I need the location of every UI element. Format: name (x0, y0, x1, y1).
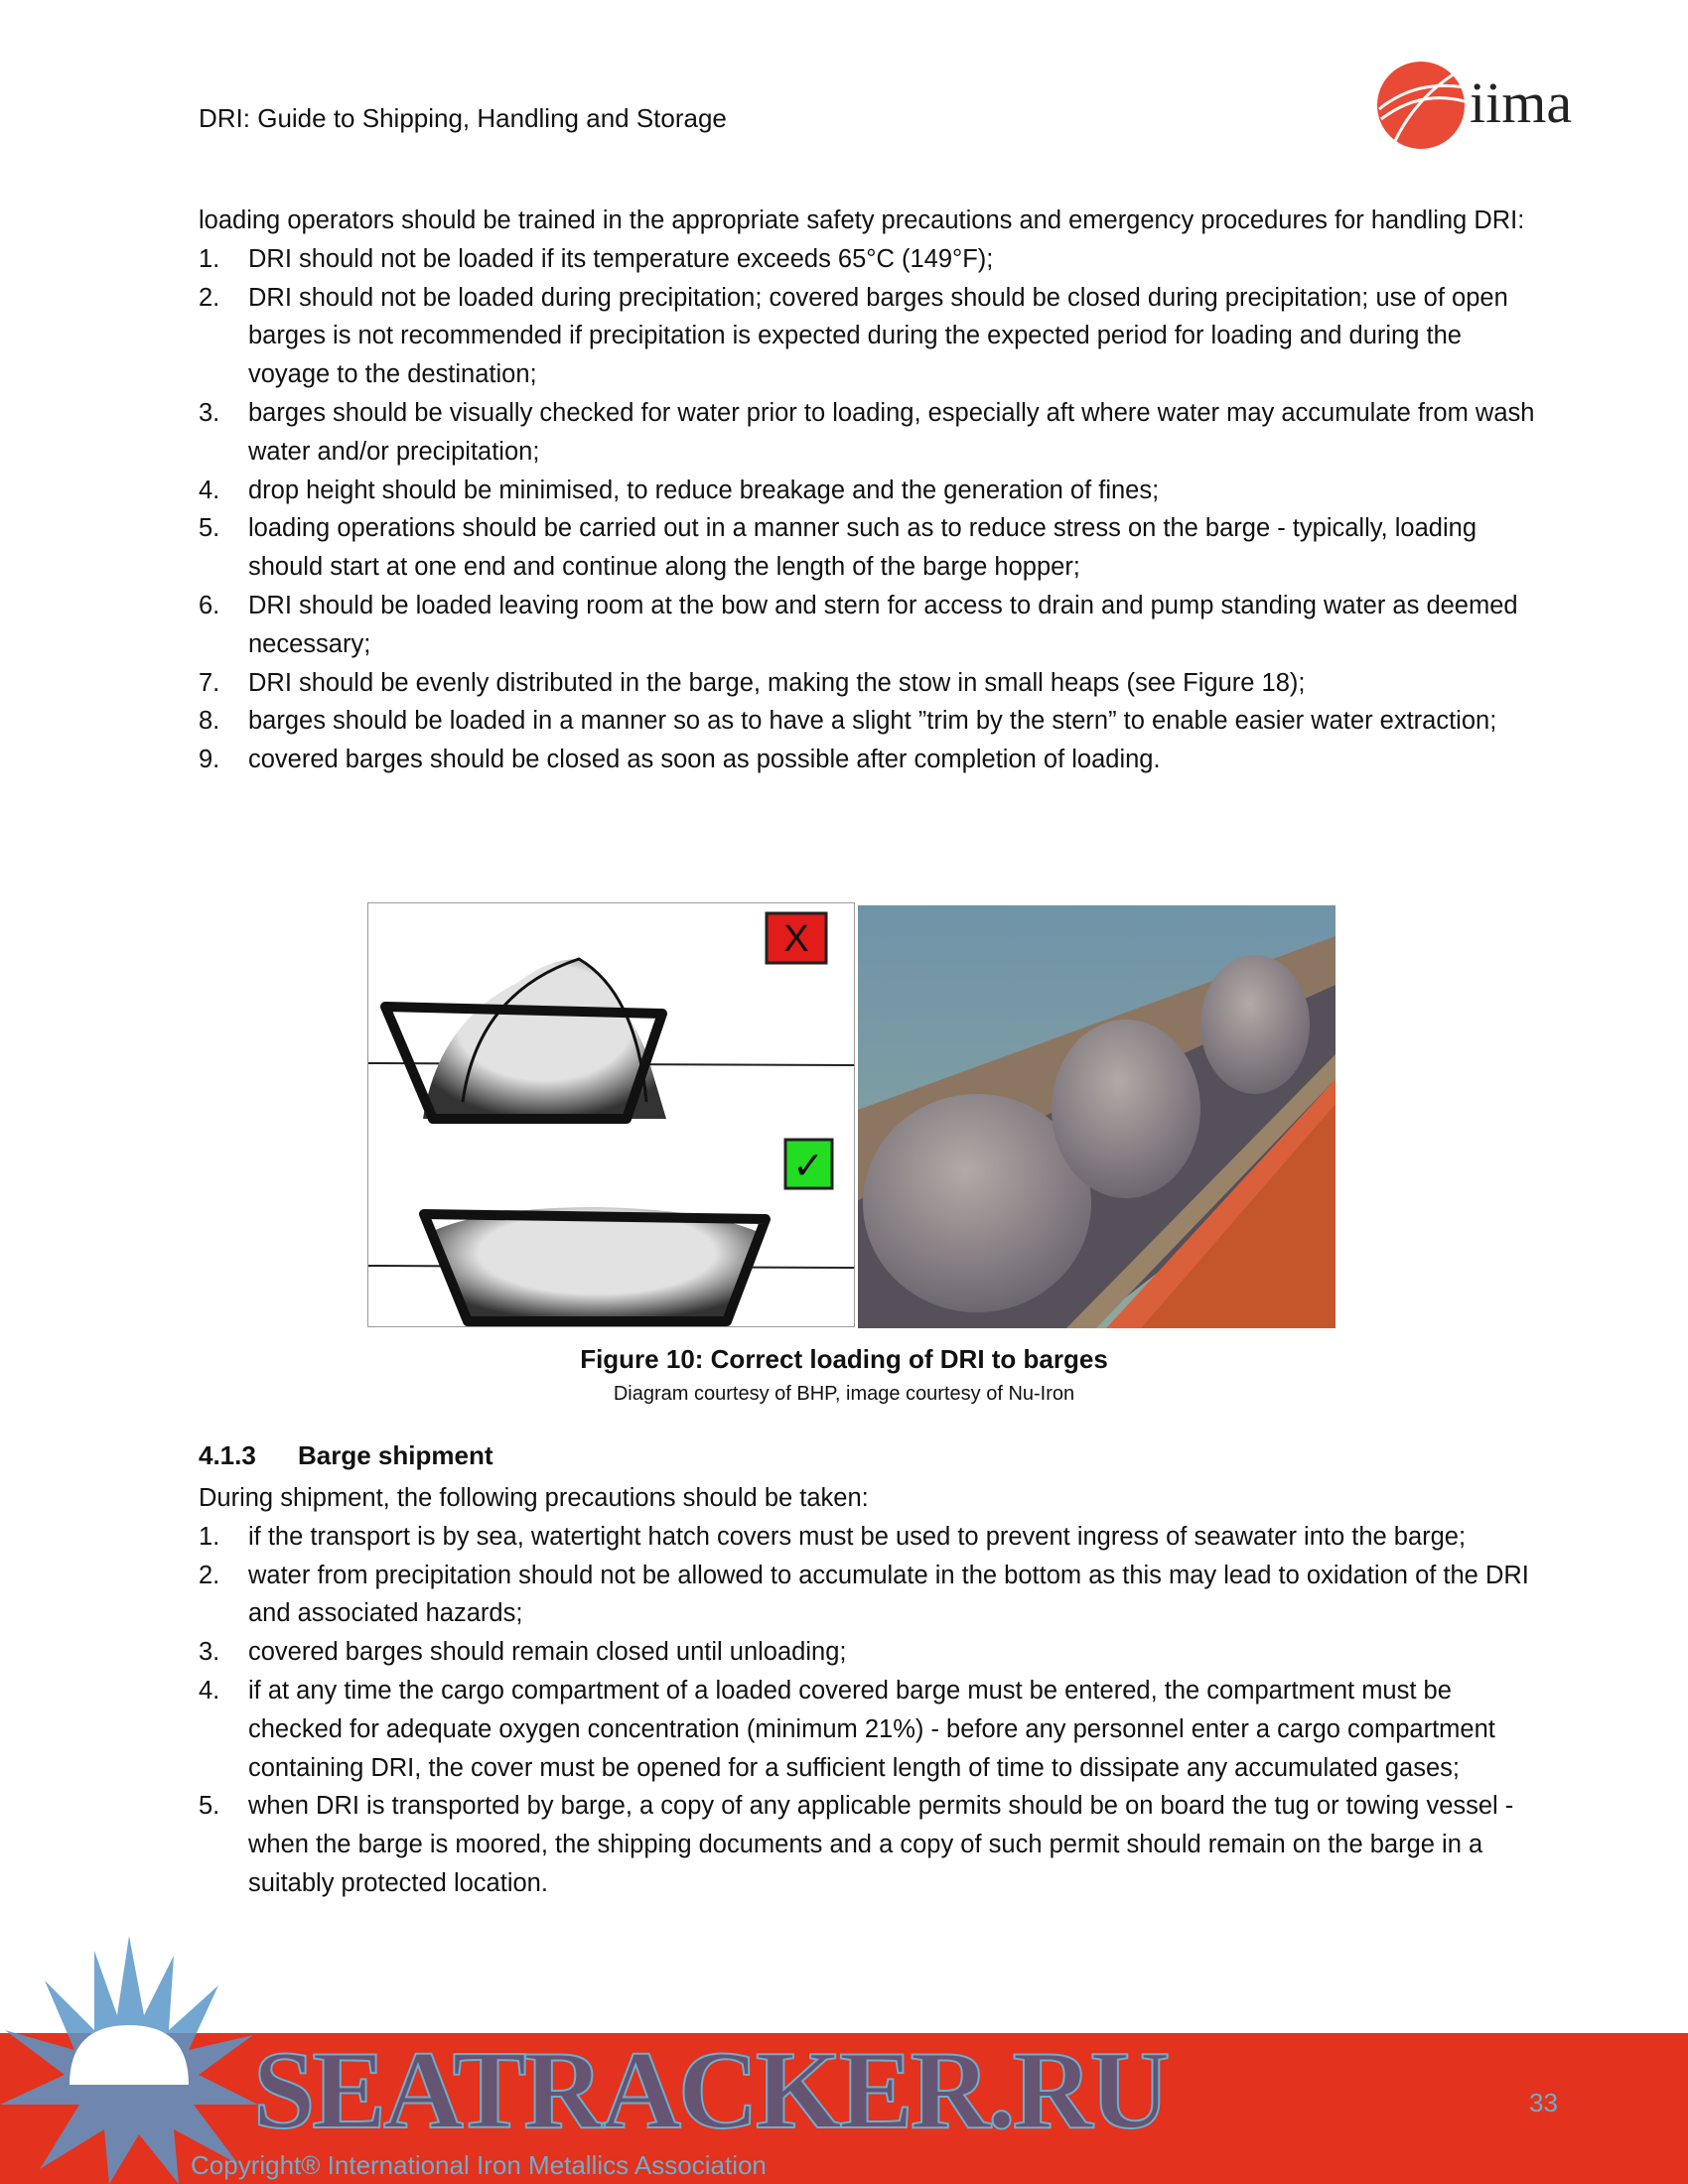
shipment-list (199, 1518, 1539, 1903)
barge-shipment-precautions (199, 1479, 1539, 1903)
iima-logo (1375, 60, 1584, 159)
logo-text: iima (1470, 70, 1573, 135)
watermark-text: SEATRACKER.RU (253, 2029, 1168, 2152)
list-item: 5. when DRI is transported by barge, a copy of any applicable permits should be on board the tug or towing vessel - when the barge is moored, the shipping documents and a copy of such permit should remain on the barge in a suitably protected location. (199, 1792, 1514, 1897)
svg-text:✓: ✓ (792, 1144, 824, 1187)
list-item: 2. water from precipitation should not be allowed to accumulate in the bottom as this may lead to oxidation of the DRI and associated hazards; (199, 1561, 1529, 1628)
loading-precautions (199, 202, 1539, 779)
list-item: 1. if the transport is by sea, watertight hatch covers must be used to prevent ingress of seawater into the barge; (199, 1522, 1467, 1551)
list-item: 6. DRI should be loaded leaving room at the bow and stern for access to drain and pump standing water as deemed necessary; (199, 591, 1518, 658)
list-item: 5. loading operations should be carried out in a manner such as to reduce stress on the barge - typically, loading should start at one end and continue along the length of the barge hopper; (199, 514, 1477, 582)
list-item: 4. drop height should be minimised, to reduce breakage and the generation of fines; (199, 476, 1160, 504)
list-item: 2. DRI should not be loaded during precipitation; covered barges should be closed during precipitation; use of open barges is not recommended if precipitation is expected during the expected period for loading and during the voyage to the destination; (199, 283, 1508, 389)
barge-loading-diagram (367, 902, 855, 1327)
loading-list (199, 240, 1539, 779)
list-item: 3. barges should be visually checked for water prior to loading, especially aft where water may accumulate from wash water and/or precipitation; (199, 398, 1535, 466)
watermark-sun-icon (0, 1936, 258, 2184)
list-item: 1. DRI should not be loaded if its temperature exceeds 65°C (149°F); (199, 244, 994, 273)
page-number: 33 (1529, 2088, 1558, 2117)
document-title: DRI: Guide to Shipping, Handling and Storage (199, 103, 727, 133)
intro-paragraph: loading operators should be trained in the appropriate safety precautions and emergency procedures for handling DRI: (199, 206, 1525, 234)
figure-credit: Diagram courtesy of BHP, image courtesy of Nu-Iron (613, 1383, 1075, 1405)
list-item: 4. if at any time the cargo compartment of a loaded covered barge must be entered, the compartment must be checked for adequate oxygen concentration (minimum 21%) - before any personnel enter a cargo compartment containing DRI, the cover must be opened for a sufficient length of time to dissipate any accumulated gases; (199, 1676, 1495, 1782)
logo-globe-icon (1375, 60, 1467, 151)
list-item: 9. covered barges should be closed as soon as possible after completion of loading. (199, 746, 1161, 774)
svg-text:X: X (783, 918, 809, 960)
list-item: 8. barges should be loaded in a manner so as to have a slight ”trim by the stern” to enable easier water extraction; (199, 707, 1497, 736)
barge-photo (858, 905, 1336, 1328)
section-intro: During shipment, the following precautions should be taken: (199, 1484, 869, 1512)
section-heading: 4.1.3 Barge shipment (199, 1440, 493, 1470)
footer-copyright: Copyright® International Iron Metallics Association (191, 2150, 767, 2180)
list-item: 3. covered barges should remain closed until unloading; (199, 1638, 847, 1667)
list-item: 7. DRI should be evenly distributed in the barge, making the stow in small heaps (see Figure 18); (199, 668, 1306, 697)
figure-caption: Figure 10: Correct loading of DRI to barges (580, 1344, 1108, 1374)
